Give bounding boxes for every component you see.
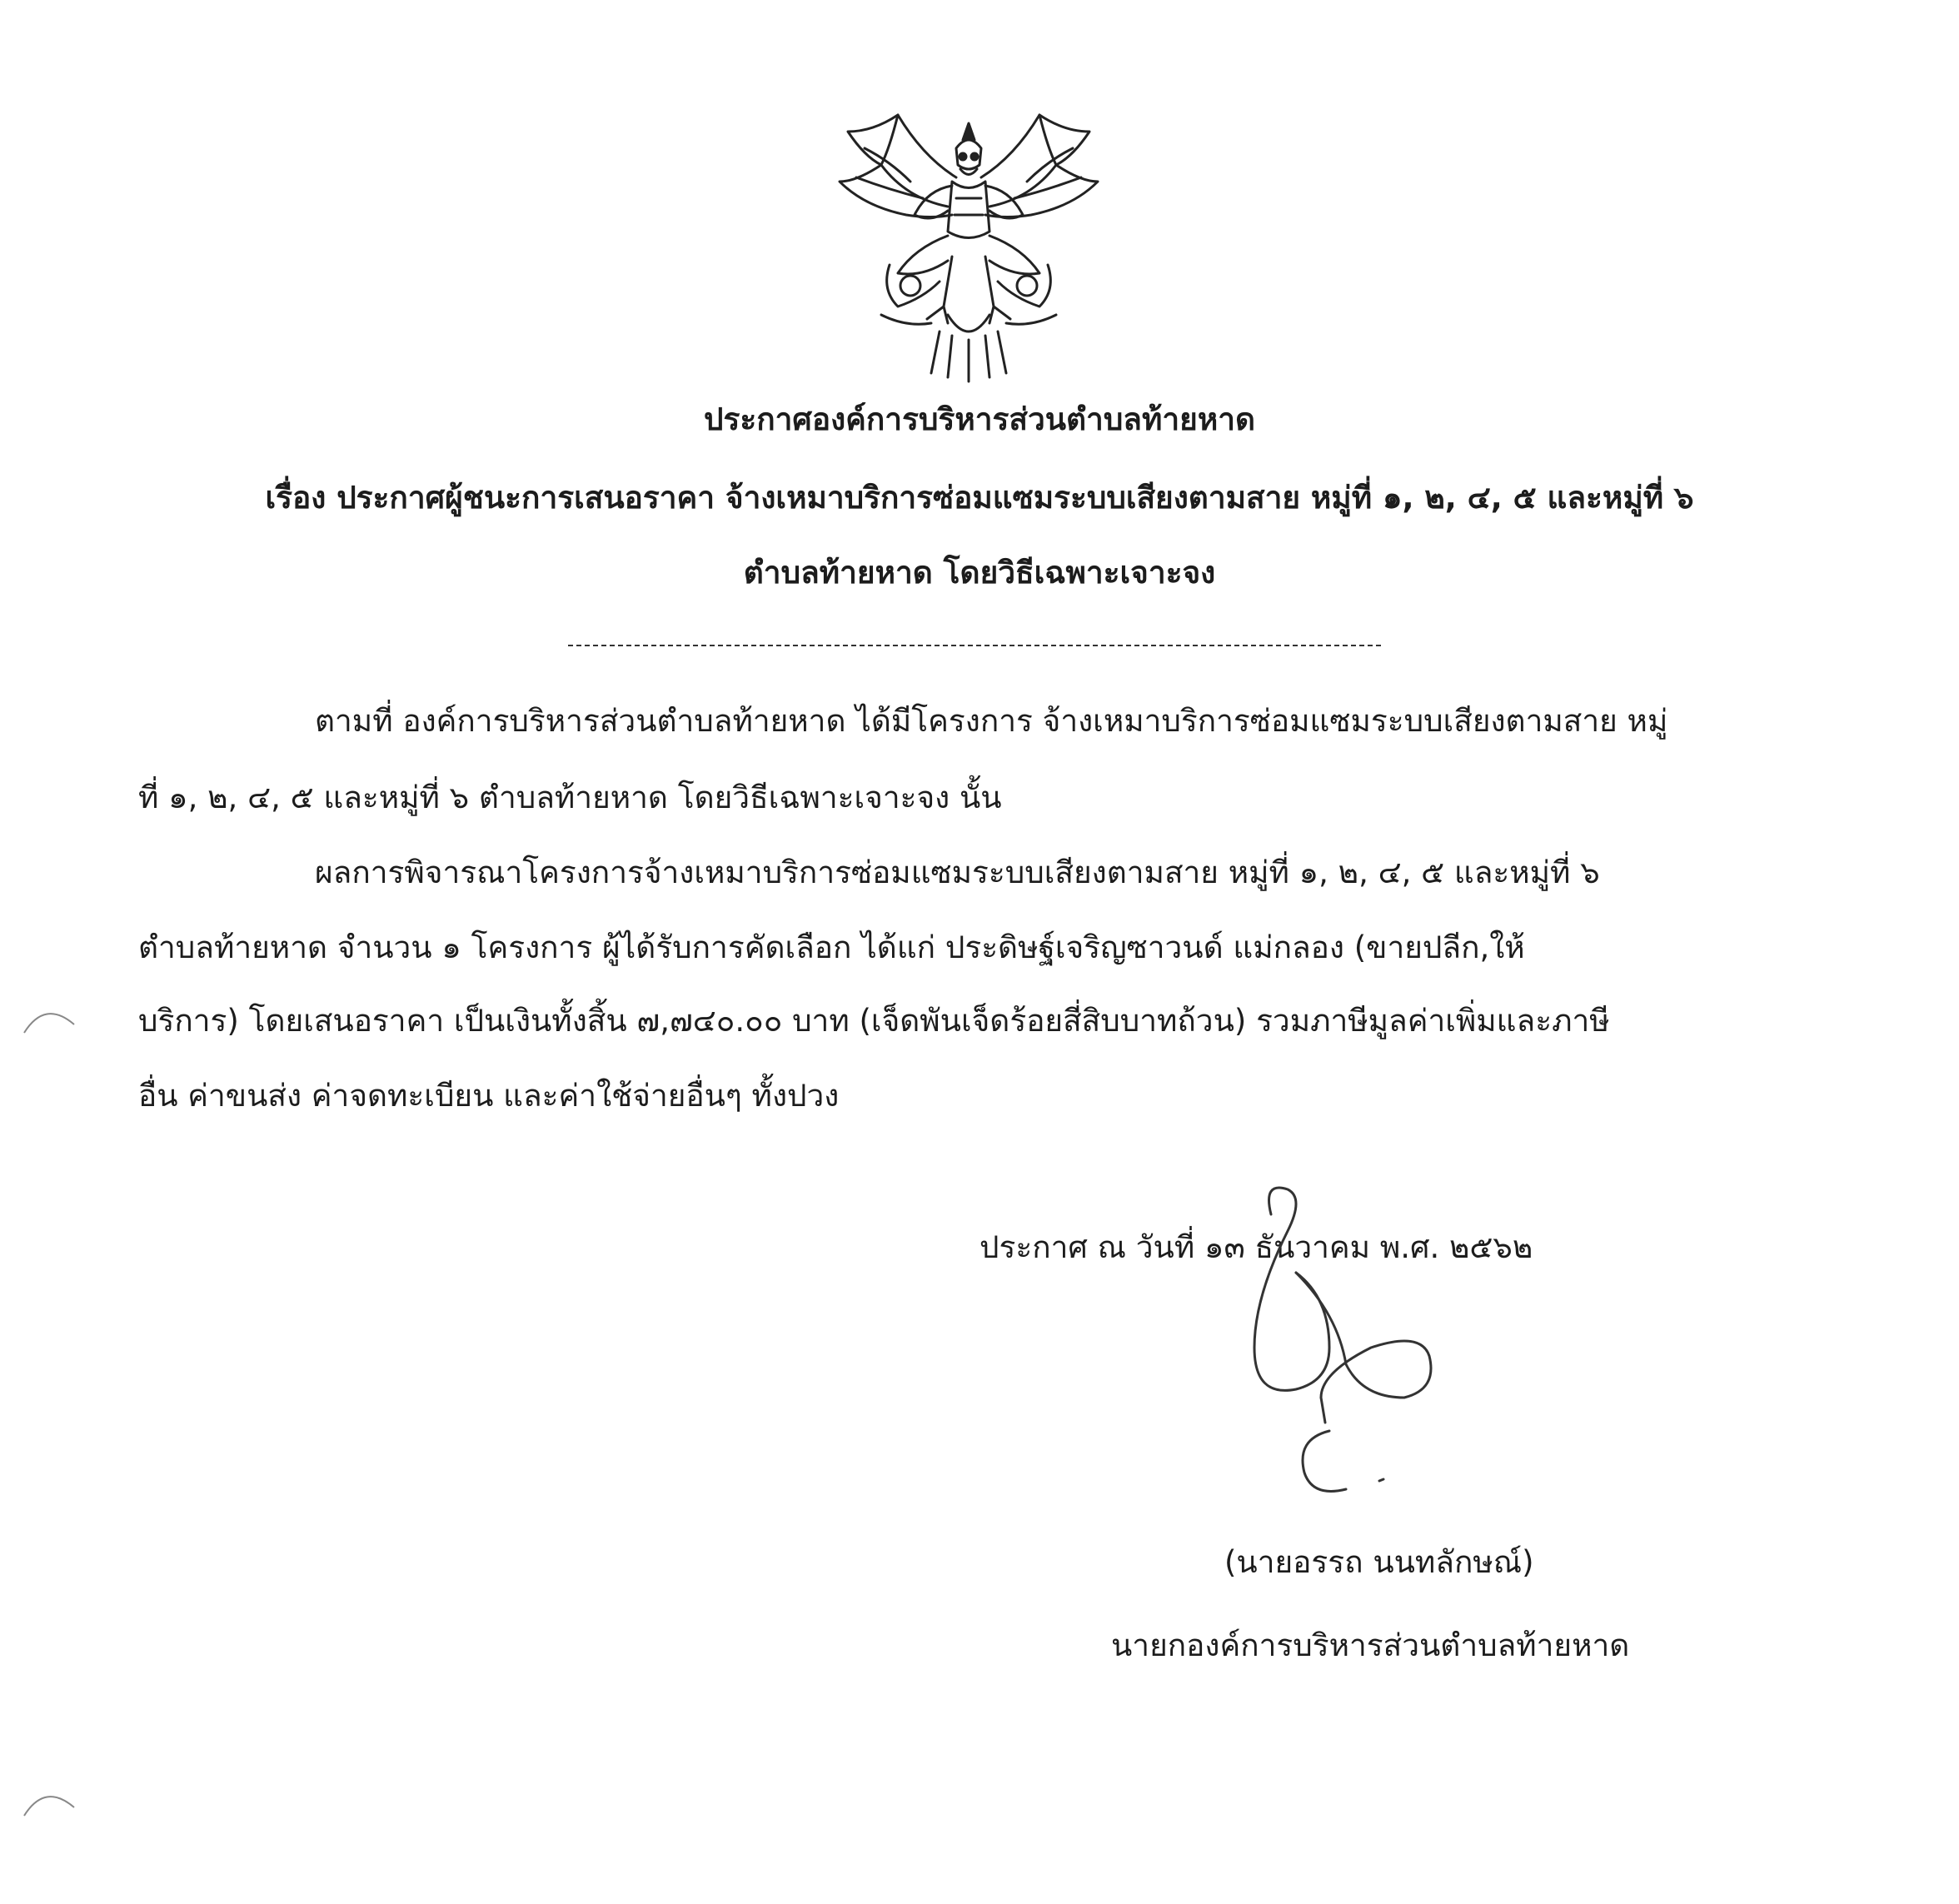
paragraph-2-line-4: อื่น ค่าขนส่ง ค่าจดทะเบียน และค่าใช้จ่ายอื่นๆ ทั้งปวง: [138, 1078, 840, 1114]
paragraph-1-line-2: ที่ ๑, ๒, ๔, ๕ และหมู่ที่ ๖ ตำบลท้ายหาด โดยวิธีเฉพาะเจาะจง นั้น: [138, 780, 1002, 815]
header-divider: [568, 645, 1381, 646]
announcement-date: ประกาศ ณ วันที่ ๑๓ ธันวาคม พ.ศ. ๒๕๖๒: [980, 1229, 1533, 1265]
garuda-emblem-icon: [831, 98, 1106, 390]
paragraph-2-line-2: ตำบลท้ายหาด จำนวน ๑ โครงการ ผู้ได้รับการคัดเลือก ได้แก่ ประดิษฐ์เจริญซาวนด์ แม่กลอง (ขายปลีก,ให้: [138, 930, 1525, 965]
signer-title: นายกองค์การบริหารส่วนตำบลท้ายหาด: [1111, 1627, 1630, 1663]
punch-hole-mark: [20, 1782, 78, 1824]
announcement-title: ประกาศองค์การบริหารส่วนตำบลท้ายหาด: [703, 401, 1256, 437]
paragraph-1-line-1: ตามที่ องค์การบริหารส่วนตำบลท้ายหาด ได้มีโครงการ จ้างเหมาบริการซ่อมแซมระบบเสียงตามสาย หมู่: [315, 703, 1668, 739]
subject-line-1: เรื่อง ประกาศผู้ชนะการเสนอราคา จ้างเหมาบริการซ่อมแซมระบบเสียงตามสาย หมู่ที่ ๑, ๒, ๔, ๕ และหมู่ที่ ๖: [265, 480, 1694, 516]
handwritten-signature: [1238, 1181, 1454, 1514]
signer-name: (นายอรรถ นนทลักษณ์): [1224, 1544, 1534, 1580]
paragraph-2-line-3: บริการ) โดยเสนอราคา เป็นเงินทั้งสิ้น ๗,๗๔๐.๐๐ บาท (เจ็ดพันเจ็ดร้อยสี่สิบบาทถ้วน) รวมภาษีมูลค่าเพิ่มและภาษี: [138, 1003, 1610, 1039]
paragraph-2-line-1: ผลการพิจารณาโครงการจ้างเหมาบริการซ่อมแซมระบบเสียงตามสาย หมู่ที่ ๑, ๒, ๔, ๕ และหมู่ที่ ๖: [315, 855, 1600, 890]
subject-line-2: ตำบลท้ายหาด โดยวิธีเฉพาะเจาะจง: [743, 555, 1216, 591]
punch-hole-mark: [20, 999, 78, 1041]
